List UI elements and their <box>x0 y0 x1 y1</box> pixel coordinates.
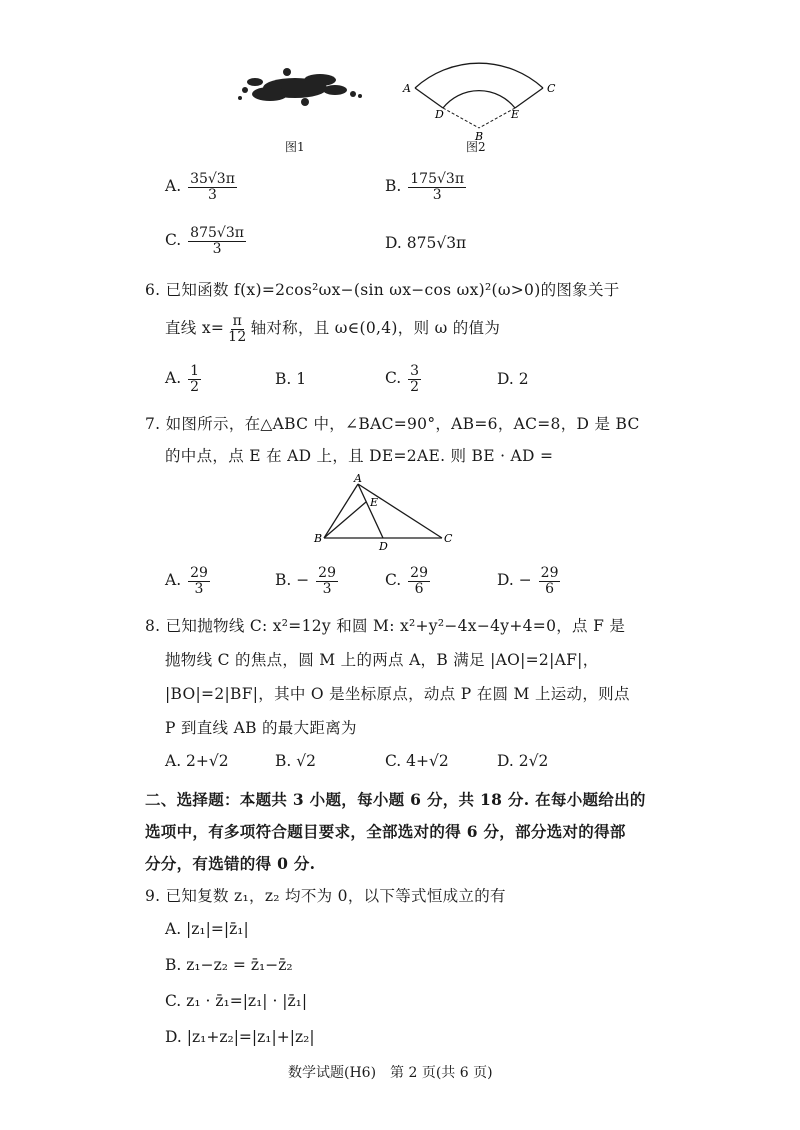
q7-stem-line1: 7. 如图所示，在△ABC 中，∠BAC=90°，AB=6，AC=8，D 是 BC <box>145 415 640 433</box>
q7-option-d: D. − $\frac{29}{6}$ <box>497 565 559 597</box>
q8-stem-line3: |BO|=2|BF|，其中 O 是坐标原点，动点 P 在圆 M 上运动，则点 <box>165 685 630 703</box>
q7-triangle-diagram <box>310 472 460 554</box>
q8-stem-line2: 抛物线 C 的焦点，圆 M 上的两点 A，B 满足 |AO|=2|AF|， <box>165 651 599 669</box>
q7-label-c: C <box>444 532 453 545</box>
page-footer: 数学试题(H6) 第 2 页(共 6 页) <box>288 1065 493 1081</box>
q6-option-d: D. 2 <box>497 370 529 388</box>
q7-stem-line2: 的中点，点 E 在 AD 上，且 DE=2AE. 则 BE · AD = <box>165 447 554 465</box>
q7-option-b: B. − $\frac{29}{3}$ <box>275 565 336 597</box>
fig2-label-a: A <box>403 82 411 95</box>
q8-option-b: B. √2 <box>275 752 316 770</box>
q5-option-d: D. 875√3π <box>385 234 467 252</box>
q7-label-d: D <box>379 540 388 553</box>
figure-1-caption: 图1 <box>285 140 305 154</box>
q9-option-a: A. |z₁|=|z̄₁| <box>165 920 249 938</box>
q9-option-c: C. z₁ · z̄₁=|z₁| · |z̄₁| <box>165 992 308 1010</box>
q8-stem-line4: P 到直线 AB 的最大距离为 <box>165 719 357 737</box>
fig2-label-d: D <box>435 108 444 121</box>
q7-label-a: A <box>354 472 362 485</box>
q8-option-d: D. 2√2 <box>497 752 549 770</box>
q6-option-c: C. $\frac{3}{2}$ <box>385 363 420 395</box>
fig2-label-c: C <box>547 82 556 95</box>
q7-option-a: A. $\frac{29}{3}$ <box>165 565 208 597</box>
figure-2-caption: 图2 <box>466 140 486 154</box>
q5-option-c: C. $\frac{875√3\pi}{3}$ <box>165 225 244 257</box>
figure-2-sector-diagram <box>395 48 565 143</box>
q6-stem-line2: 直线 x= $\frac{\pi}{12}$ 轴对称，且 ω∈(0,4)，则 ω 的值为 <box>165 313 501 345</box>
section2-instructions-line1: 二、选择题：本题共 3 小题，每小题 6 分，共 18 分. 在每小题给出的 <box>145 790 646 809</box>
q6-option-b: B. 1 <box>275 370 307 388</box>
q7-label-b: B <box>314 532 323 545</box>
fig2-label-b: B <box>475 130 484 143</box>
q5-option-b: B. $\frac{175√3\pi}{3}$ <box>385 171 465 203</box>
q6-option-a: A. $\frac{1}{2}$ <box>165 363 199 395</box>
q6-stem-line1: 6. 已知函数 f(x)=2cos²ωx−(sin ωx−cos ωx)²(ω>0)的图象关于 <box>145 281 620 299</box>
q9-option-b: B. z₁−z₂ = z̄₁−z̄₂ <box>165 956 293 974</box>
section2-instructions-line2: 选项中，有多项符合题目要求，全部选对的得 6 分，部分选对的得部 <box>145 822 626 841</box>
fig2-label-e: E <box>511 108 520 121</box>
q8-option-a: A. 2+√2 <box>165 752 229 770</box>
q7-option-c: C. $\frac{29}{6}$ <box>385 565 428 597</box>
figure-1-image <box>225 60 370 115</box>
q9-option-d: D. |z₁+z₂|=|z₁|+|z₂| <box>165 1028 315 1046</box>
section2-instructions-line3: 分分，有选错的得 0 分. <box>145 854 316 873</box>
q7-label-e: E <box>370 496 379 509</box>
q5-option-a: A. $\frac{35√3\pi}{3}$ <box>165 171 235 203</box>
q8-stem-line1: 8. 已知抛物线 C: x²=12y 和圆 M: x²+y²−4x−4y+4=0，点 F 是 <box>145 617 626 635</box>
q8-option-c: C. 4+√2 <box>385 752 449 770</box>
q9-stem: 9. 已知复数 z₁，z₂ 均不为 0，以下等式恒成立的有 <box>145 887 506 905</box>
